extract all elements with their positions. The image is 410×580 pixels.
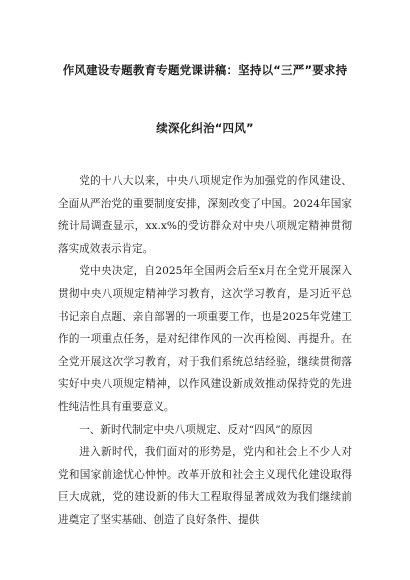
document-title xyxy=(58,62,352,136)
document-body xyxy=(58,170,352,532)
section-heading-1: 一、新时代制定中央八项规定、反对“四风”的原因 xyxy=(79,423,313,436)
title-line-1: 作风建设专题教育专题党课讲稿：坚持以“三严”要求持 xyxy=(62,63,348,77)
title-line-2: 续深化纠治“四风” xyxy=(156,121,254,135)
paragraph-new-era: 进入新时代，我们面对的形势是，党内和社会上不少人对党和国家前途忧心忡忡。改革开放和社会主义现代化建设取得巨大成就，党的建设新的伟大工程取得显著成效为我们继续前进奠定了坚实基础、创造了良好条件、提供 xyxy=(58,446,352,526)
paragraph-intro: 党的十八大以来，中央八项规定作为加强党的作风建设、全面从严治党的重要制度安排，深刻改变了中国。2024年国家统计局调查显示，xx.x%的受访群众对中央八项规定精神贯彻落实成效表示肯定。 xyxy=(58,175,352,255)
paragraph-decision: 党中央决定，自2025年全国两会后至x月在全党开展深入贯彻中央八项规定精神学习教育，这次学习教育，是习近平总书记亲自点题、亲自部署的一项重要工作，也是2025年党建工作的一项重点任务，是对纪律作风的一次再检阅、再提升。在全党开展这次学习教育，对于我们系统总结经验，继续贯彻落实好中央八项规定精神，以作风建设新成效推动保持党的先进性纯洁性具有重要意义。 xyxy=(58,265,352,413)
